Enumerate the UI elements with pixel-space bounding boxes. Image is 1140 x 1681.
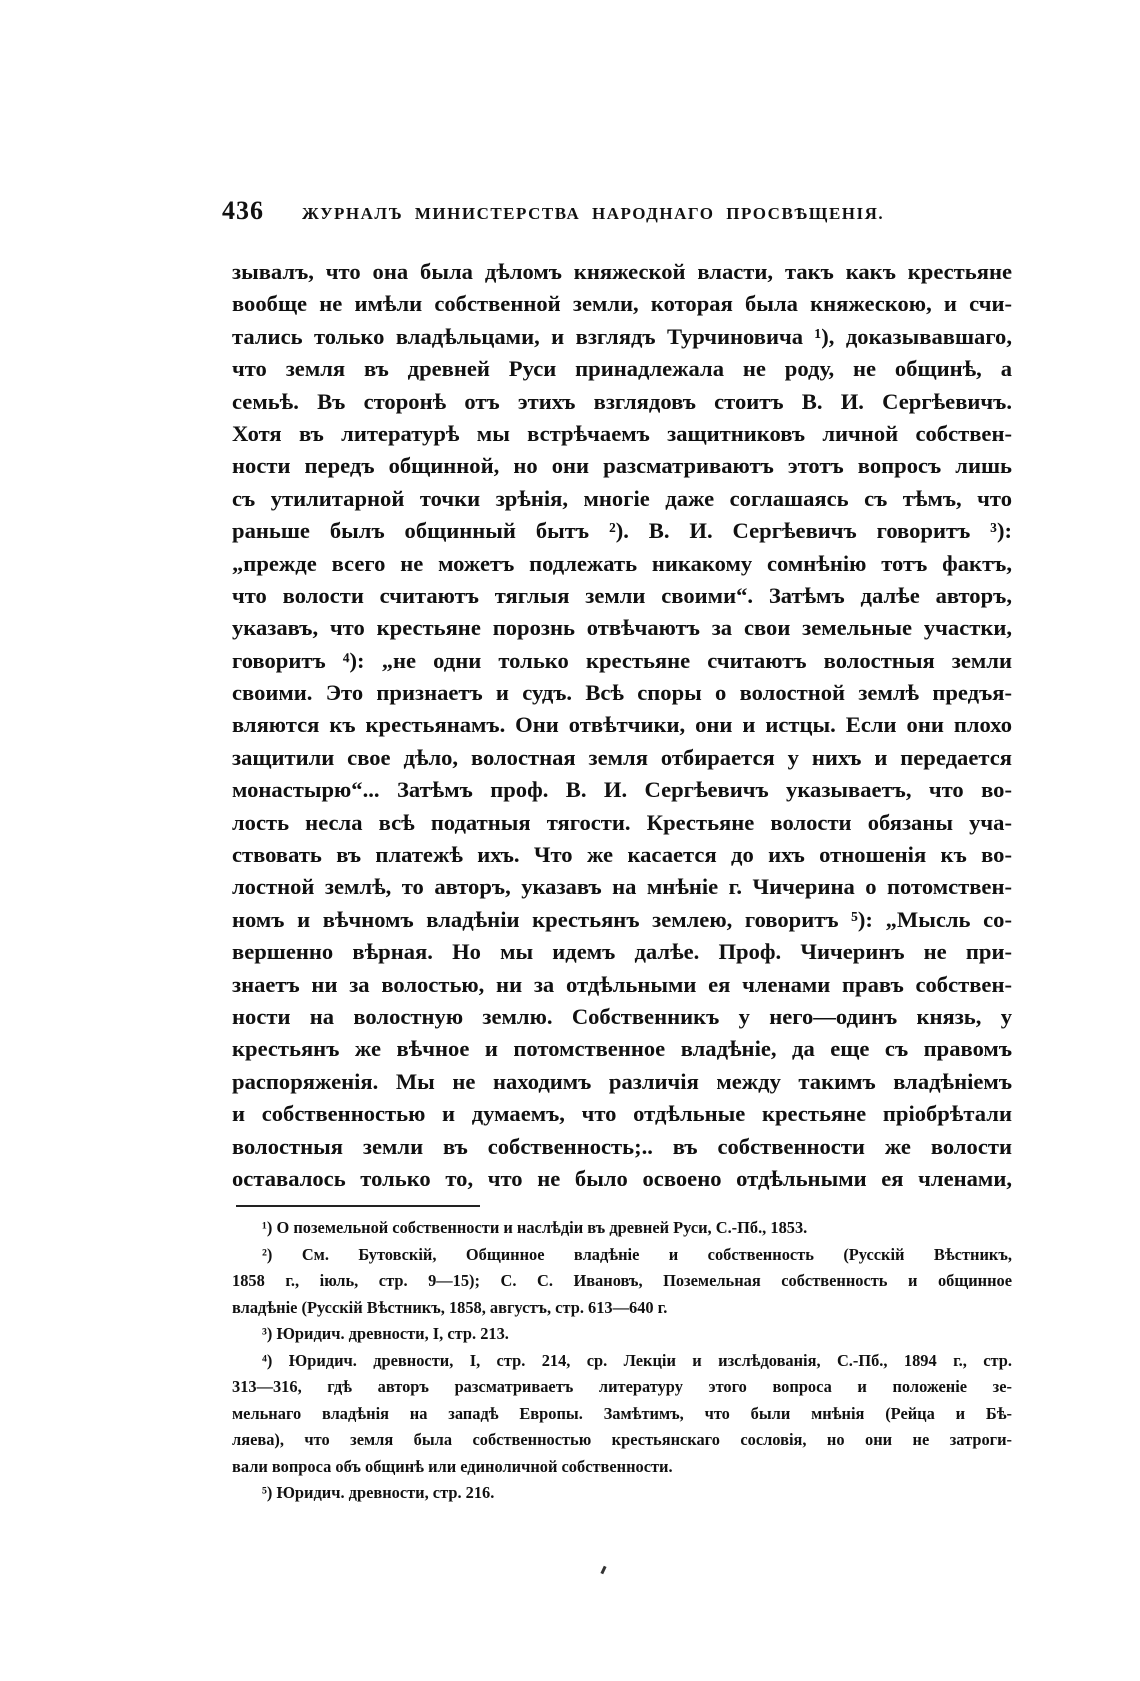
text-line: знаетъ ни за волостью, ни за отдѣльными ея членами правъ собствен- — [232, 971, 1012, 997]
text-line: вляются къ крестьянамъ. Они отвѣтчики, они и истцы. Если они плохо — [232, 712, 1012, 738]
footnote-line: 313—316, гдѣ авторъ разсматриваетъ литературу этого вопроса и положеніе зе- — [232, 1377, 1012, 1396]
footnote-line: мельнаго владѣнія на западѣ Европы. Замѣтимъ, что были мнѣнія (Рейца и Бѣ- — [232, 1403, 1012, 1423]
footnote-line: ²) См. Бутовскій, Общинное владѣніе и собственность (Русскій Вѣстникъ, — [262, 1244, 1012, 1264]
text-line: указавъ, что крестьяне порознь отвѣчаютъ за свои земельные участки, — [232, 615, 1012, 641]
running-title: ЖУРНАЛЪ МИНИСТЕРСТВА НАРОДНАГО ПРОСВѢЩЕНІЯ. — [302, 204, 885, 223]
footnote-divider — [236, 1205, 480, 1207]
text-line: что волости считаютъ тяглыя земли своими“. Затѣмъ далѣе авторъ, — [232, 582, 1012, 608]
footnotes — [232, 1215, 1012, 1507]
text-line: ности на волостную землю. Собственникъ у него—одинъ князь, у — [232, 1003, 1012, 1029]
text-line: своими. Это признаетъ и судъ. Всѣ споры о волостной землѣ предъя- — [232, 680, 1012, 706]
text-line: тались только владѣльцами, и взглядъ Турчиновича ¹), доказывавшаго, — [232, 323, 1012, 349]
text-line: раньше былъ общинный бытъ ²). В. И. Сергѣевичъ говоритъ ³): — [232, 518, 1012, 544]
page-number: 436 — [222, 196, 264, 225]
text-line: говоритъ ⁴): „не одни только крестьяне считаютъ волостныя земли — [232, 647, 1012, 673]
text-line: волостныя земли въ собственность;.. въ собственности же волости — [232, 1133, 1012, 1159]
text-line: вершенно вѣрная. Но мы идемъ далѣе. Проф. Чичеринъ не при- — [232, 939, 1012, 965]
text-line: номъ и вѣчномъ владѣніи крестьянъ землею, говоритъ ⁵): „Мысль со- — [232, 906, 1012, 932]
text-line: зывалъ, что она была дѣломъ княжеской власти, такъ какъ крестьяне — [232, 259, 1012, 284]
footnote-line: вали вопроса объ общинѣ или единоличной собственности. — [232, 1456, 673, 1476]
text-line: защитили свое дѣло, волостная земля отбирается у нихъ и передается — [232, 744, 1012, 770]
text-line: вообще не имѣли собственной земли, которая была княжескою, и счи- — [232, 291, 1012, 317]
text-line: Хотя въ литературѣ мы встрѣчаемъ защитниковъ личной собствен- — [232, 420, 1012, 446]
text-line: лость несла всѣ податныя тягости. Крестьяне волости обязаны уча- — [232, 809, 1012, 835]
text-line: распоряженія. Мы не находимъ различія между такимъ владѣніемъ — [232, 1068, 1012, 1094]
text-line: „прежде всего не можетъ подлежать никакому сомнѣнію тотъ фактъ, — [232, 550, 1012, 576]
text-line: ствовать въ платежѣ ихъ. Что же касается до ихъ отношенія къ во- — [232, 842, 1012, 868]
footnote-line: владѣніе (Русскій Вѣстникъ, 1858, августъ, стр. 613—640 г. — [232, 1297, 668, 1317]
footnote-line: ³) Юридич. древности, I, стр. 213. — [262, 1324, 509, 1343]
text-line: ности передъ общинной, но они разсматриваютъ этотъ вопросъ лишь — [232, 453, 1012, 479]
main-text — [232, 256, 1012, 1195]
footnote-line: ⁴) Юридич. древности, I, стр. 214, ср. Лекціи и изслѣдованія, С.-Пб., 1894 г., стр. — [262, 1350, 1012, 1370]
text-line: и собственностью и думаемъ, что отдѣльные крестьяне пріобрѣтали — [232, 1101, 1012, 1127]
text-line: семьѣ. Въ сторонѣ отъ этихъ взглядовъ стоитъ В. И. Сергѣевичъ. — [232, 388, 1012, 414]
page-header — [222, 196, 1022, 232]
text-line: что земля въ древней Руси принадлежала не роду, не общинѣ, а — [232, 356, 1012, 382]
ink-speck — [600, 1566, 606, 1575]
text-line: лостной землѣ, то авторъ, указавъ на мнѣніе г. Чичерина о потомствен- — [232, 874, 1012, 900]
footnote-line: ¹) О поземельной собственности и наслѣдіи въ древней Руси, С.-Пб., 1853. — [262, 1218, 808, 1237]
footnote-line: 1858 г., іюль, стр. 9—15); С. С. Ивановъ, Поземельная собственность и общинное — [232, 1271, 1012, 1290]
text-line: крестьянъ же вѣчное и потомственное владѣніе, да еще съ правомъ — [232, 1036, 1012, 1062]
text-line: съ утилитарной точки зрѣнія, многіе даже соглашаясь съ тѣмъ, что — [232, 485, 1012, 511]
text-line: оставалось только то, что не было освоено отдѣльными ея членами, — [232, 1165, 1012, 1191]
text-line: монастырю“... Затѣмъ проф. В. И. Сергѣевичъ указываетъ, что во- — [232, 777, 1012, 803]
footnote-line: ⁵) Юридич. древности, стр. 216. — [262, 1483, 495, 1502]
footnote-line: ляева), что земля была собственностью крестьянскаго сословія, но они не затроги- — [232, 1430, 1012, 1449]
